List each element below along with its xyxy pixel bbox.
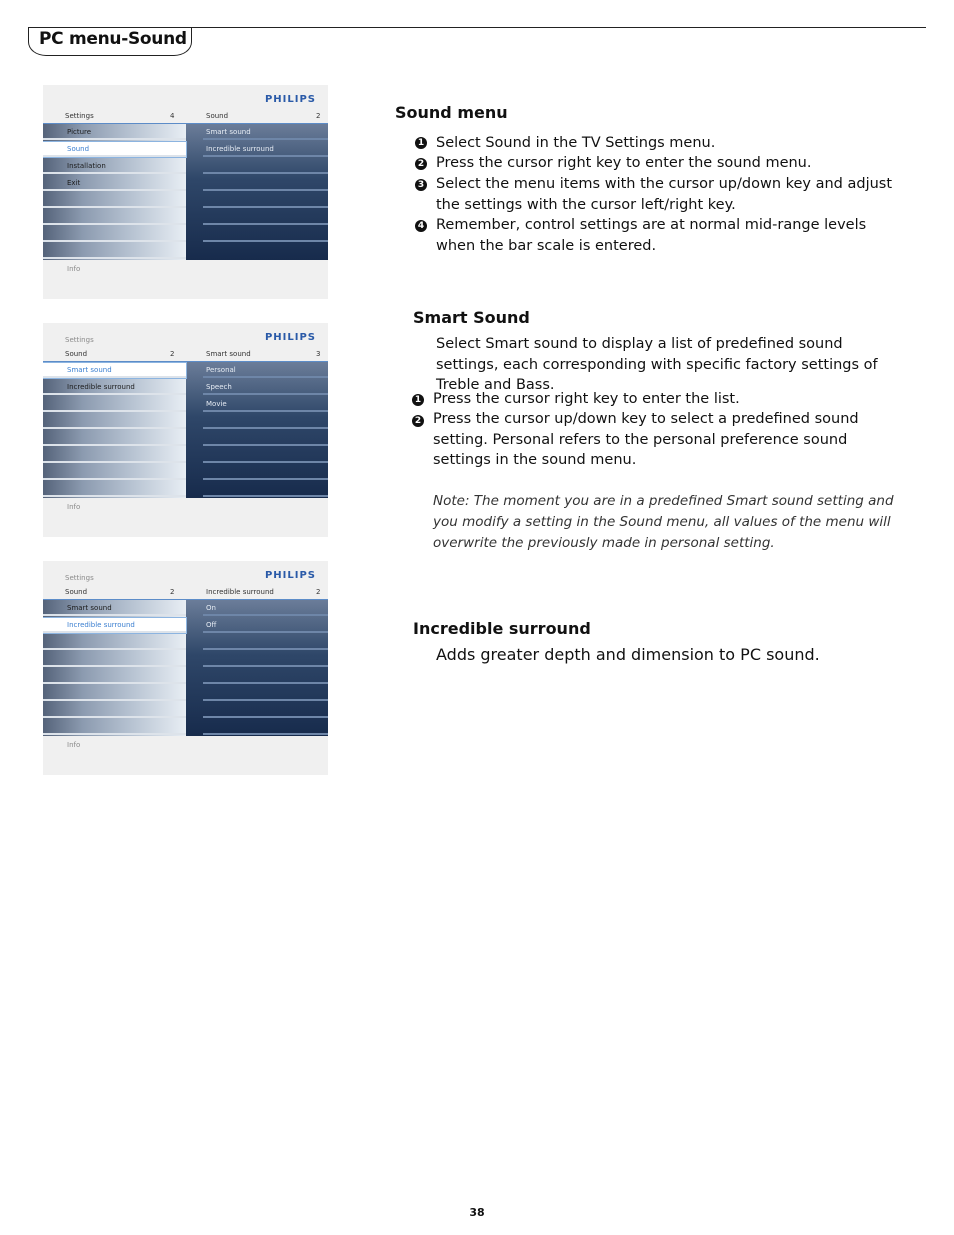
section-tab	[28, 28, 192, 56]
sound-menu-heading: Sound menu	[395, 103, 508, 122]
submenu-item-empty	[203, 176, 328, 191]
menu-item-empty	[43, 431, 186, 446]
menu-item-label: Exit	[67, 179, 81, 187]
menu-item-empty	[43, 686, 186, 701]
menu-item-label: Smart sound	[67, 366, 112, 374]
submenu-item[interactable]	[203, 601, 328, 616]
right-header-label: Smart sound	[206, 350, 251, 358]
submenu-item-label: Off	[206, 621, 217, 629]
smart-sound-note: Note: The moment you are in a predefined Smart sound setting and you modify a setting in the Sound menu, all values of the menu will overwrite the previously made in personal setting.	[433, 493, 894, 551]
menu-item-selected[interactable]	[43, 618, 186, 633]
menu-header	[43, 109, 328, 124]
submenu-item-empty	[203, 210, 328, 225]
menu-item-empty	[43, 669, 186, 684]
tv-menu-screenshot-settings	[43, 85, 328, 299]
left-header-label: Settings	[65, 112, 94, 120]
menu-item-empty	[43, 397, 186, 412]
left-header-count: 4	[170, 112, 175, 120]
menu-item-empty	[43, 465, 186, 480]
submenu-item-empty	[203, 482, 328, 497]
submenu-item-label: Speech	[206, 383, 232, 391]
menu-item-empty	[43, 720, 186, 735]
menu-item-label: Incredible surround	[67, 383, 135, 391]
smart-step-1: Press the cursor right key to enter the list.	[433, 391, 740, 407]
submenu-item-empty	[203, 703, 328, 718]
left-header-label: Sound	[65, 350, 88, 358]
right-header-count: 3	[316, 350, 321, 358]
smart-step-2: Press the cursor up/down key to select a predefined sound setting. Personal refers to the personal preference sound settings in the sound menu.	[433, 411, 859, 468]
right-header-count: 2	[316, 112, 321, 120]
left-header-count: 2	[170, 588, 175, 596]
submenu-item-empty	[203, 227, 328, 242]
breadcrumb: Settings	[65, 574, 94, 582]
incredible-surround-heading: Incredible surround	[413, 619, 591, 638]
submenu-item-empty	[203, 720, 328, 735]
sound-step-4: Remember, control settings are at normal mid-range levels when the bar scale is entered.	[436, 217, 867, 254]
philips-logo: PHILIPS	[264, 332, 316, 343]
sound-step-3: Select the menu items with the cursor up/down key and adjust the settings with the cursor left/right key.	[436, 176, 893, 213]
menu-item[interactable]	[43, 125, 186, 140]
menu-item-label: Picture	[67, 128, 92, 136]
info-label: Info	[67, 503, 81, 511]
sound-step-2: Press the cursor right key to enter the sound menu.	[436, 155, 812, 171]
info-label: Info	[67, 265, 81, 273]
menu-item[interactable]	[43, 380, 186, 395]
smart-sound-intro: Select Smart sound to display a list of predefined sound settings, each corresponding with specific factory settings of Treble and Bass.	[436, 336, 878, 393]
menu-item-empty	[43, 635, 186, 650]
menu-item-empty	[43, 448, 186, 463]
submenu-item-empty	[203, 652, 328, 667]
menu-item-label: Smart sound	[67, 604, 112, 612]
submenu-item[interactable]	[203, 363, 328, 378]
submenu-item-empty	[203, 431, 328, 446]
menu-item-empty	[43, 193, 186, 208]
step-2-icon: 2	[412, 415, 424, 427]
submenu-item[interactable]	[203, 142, 328, 157]
sound-step-1: Select Sound in the TV Settings menu.	[436, 135, 716, 151]
menu-item-label: Sound	[67, 145, 90, 153]
menu-item[interactable]	[43, 176, 186, 191]
tv-menu-screenshot-incredible-surround	[43, 561, 328, 775]
right-header-label: Sound	[206, 112, 229, 120]
smart-sound-heading: Smart Sound	[413, 308, 530, 327]
submenu-item-label: Personal	[206, 366, 236, 374]
submenu-item-empty	[203, 686, 328, 701]
step-2-icon: 2	[415, 158, 427, 170]
right-header-count: 2	[316, 588, 321, 596]
submenu-item[interactable]	[203, 380, 328, 395]
step-1-icon: 1	[415, 137, 427, 149]
menu-item-label: Installation	[67, 162, 106, 170]
menu-item[interactable]	[43, 601, 186, 616]
menu-item-empty	[43, 227, 186, 242]
menu-item-empty	[43, 210, 186, 225]
submenu-item[interactable]	[203, 618, 328, 633]
incredible-surround-text: Adds greater depth and dimension to PC sound.	[436, 645, 820, 664]
menu-item[interactable]	[43, 159, 186, 174]
menu-item-empty	[43, 703, 186, 718]
left-header-count: 2	[170, 350, 175, 358]
menu-item-empty	[43, 652, 186, 667]
submenu-item-label: Incredible surround	[206, 145, 274, 153]
right-header-label: Incredible surround	[206, 588, 274, 596]
submenu-item-label: Movie	[206, 400, 227, 408]
breadcrumb: Settings	[65, 336, 94, 344]
submenu-item-empty	[203, 193, 328, 208]
submenu-item[interactable]	[203, 125, 328, 140]
menu-item-empty	[43, 482, 186, 497]
philips-logo: PHILIPS	[264, 94, 316, 105]
menu-item-label: Incredible surround	[67, 621, 135, 629]
menu-header	[43, 585, 328, 600]
step-1-icon: 1	[412, 394, 424, 406]
submenu-item-empty	[203, 669, 328, 684]
page-number: 38	[469, 1206, 485, 1219]
submenu-item[interactable]	[203, 397, 328, 412]
menu-item-empty	[43, 244, 186, 259]
section-title: PC menu-Sound	[39, 29, 187, 49]
menu-item-selected[interactable]	[43, 142, 186, 157]
step-4-icon: 4	[415, 220, 427, 232]
submenu-item-empty	[203, 159, 328, 174]
submenu-item-empty	[203, 465, 328, 480]
info-label: Info	[67, 741, 81, 749]
menu-header	[43, 347, 328, 362]
tv-menu-screenshot-smart-sound	[43, 323, 328, 537]
submenu-item-empty	[203, 635, 328, 650]
left-header-label: Sound	[65, 588, 88, 596]
menu-item-empty	[43, 414, 186, 429]
submenu-item-empty	[203, 414, 328, 429]
submenu-item-label: Smart sound	[206, 128, 251, 136]
step-3-icon: 3	[415, 179, 427, 191]
submenu-item-empty	[203, 448, 328, 463]
menu-item-selected[interactable]	[43, 363, 186, 378]
philips-logo: PHILIPS	[264, 570, 316, 581]
submenu-item-label: On	[206, 604, 216, 612]
